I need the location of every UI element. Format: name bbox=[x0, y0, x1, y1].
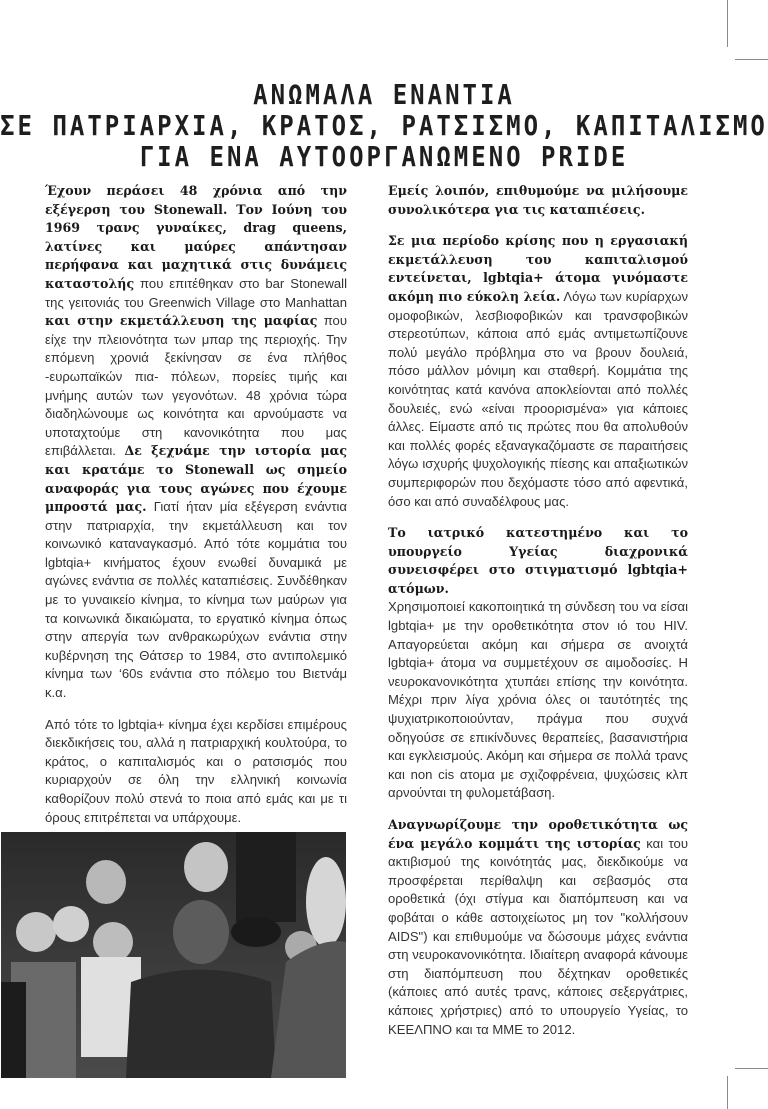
body-text: που είχε την πλειονότητα των μπαρ της περιοχής. Την επόμενη χρονιά ξεκίνησαν σε ένα πλήθος -ευρωπαϊκών πια- πόλεων, πορείες τιμής και μνήμης αυτών των γεγονότων. 48 χρόνια τώρα διαδηλώνουμε ως κοινότητα και αρνούμαστε να υποταχτούμε στη κανονικότητα που μας επιβάλλεται. bbox=[45, 313, 347, 459]
bold-text: Έχουν περάσει 48 χρόνια από την εξέγερση του Stonewall. Τον Ιούνη του 1969 τρανς γυναίκες, drag queens, λατίνες και μαύρες απάντησαν περήφανα και μαχητικά στις δυνάμεις καταστολής bbox=[45, 183, 347, 291]
bold-text: Το ιατρικό κατεστημένο και το υπουργείο Υγείας διαχρονικά συνεισφέρει στο στιγματισμό lgbtqia+ ατόμων. bbox=[388, 525, 688, 596]
photo-illustration bbox=[1, 832, 346, 1078]
crop-mark-top-horizontal bbox=[735, 59, 768, 60]
right-paragraph-3 bbox=[388, 524, 688, 803]
title-line-1: ΑΝΩΜΑΛΑ ΕΝΑΝΤΙΑ bbox=[253, 78, 515, 112]
body-text: που επιτέθηκαν στο bar Stonewall της γειτονιάς του Greenwich Village στο Manhattan bbox=[45, 275, 347, 310]
right-column bbox=[388, 182, 688, 1052]
bold-text: Εμείς λοιπόν, επιθυμούμε να μιλήσουμε συνολικότερα για τις καταπιέσεις. bbox=[388, 183, 688, 217]
left-paragraph-1 bbox=[45, 182, 347, 703]
body-text: Από τότε το lgbtqia+ κίνημα έχει κερδίσει επιμέρους διεκδικήσεις του, αλλά η πατριαρχική κουλτούρα, το κράτος, ο καπιταλισμός και ο ρατσισμός που κυριαρχούν σε όλη την ελληνική κοινωνία καθορίζουν πολύ στενά το ποια από εμάς και με τι όρους επιτρέπεται να υπάρχουμε. bbox=[45, 716, 347, 825]
title-line-2: ΣΕ ΠΑΤΡΙΑΡΧΙΑ, ΚΡΑΤΟΣ, ΡΑΤΣΙΣΜΟ, ΚΑΠΙΤΑΛΙΣΜΟ bbox=[0, 109, 768, 143]
body-text: και του ακτιβισμού της κοινότητάς μας, διεκδικούμε να προσφέρεται περίθαλψη και σεβασμός στα οροθετικά (όχι στίγμα και διαπόμπευση και να φοβάται ο κάθε αστοιχείωτος μη τον "κολλήσουν AIDS") και επιθυμούμε να δώσουμε μάχες ενάντια στη νευροκανονικότητα. Ιδιαίτερη αναφορά κάνουμε στη διαπόμπευση που δέχτηκαν οροθετικές (κάποιες από αυτές τρανς, κάποιες σεξεργάτριες, κάποιες χρήστριες) από το υπουργείο Υγείας, το ΚΕΕΛΠΝΟ και τα ΜΜΕ το 2012. bbox=[388, 835, 688, 1037]
title-line-3: ΓΙΑ ΕΝΑ ΑΥΤΟΟΡΓΑΝΩΜΕΝΟ PRIDE bbox=[139, 140, 629, 174]
right-paragraph-1 bbox=[388, 182, 688, 219]
crop-mark-bottom-vertical bbox=[727, 1076, 728, 1109]
crop-mark-top-vertical bbox=[727, 0, 728, 47]
body-text: Χρησιμοποιεί κακοποιητικά τη σύνδεση του να είσαι lgbtqia+ με την οροθετικότητα στον ιό του HIV. Απαγορεύεται ακόμη και σήμερα σε ανοιχτά lgbtqia+ άτομα να συμμετέχουν σε αιμοδοσίες. Η νευροκανονικότητα χτυπάει επίσης την κοινότητα. Μέχρι πριν λίγα χρόνια όλες οι ταυτότητές της ψυχιατρικοποιούνταν, πράγμα που συχνά οδηγούσε σε επικίνδυνες θεραπείες, βασανιστήρια και εγκλεισμούς. Ακόμη και σήμερα σε πολλά τρανς και non cis ατομα με σχιζοφρένεια, ψυχώσεις κλπ αρνούνται τη φυλομετάβαση. bbox=[388, 599, 688, 801]
right-paragraph-4 bbox=[388, 816, 688, 1039]
crop-mark-bottom-horizontal bbox=[735, 1068, 768, 1069]
stonewall-photo bbox=[1, 832, 346, 1078]
body-text: Γιατί ήταν μία εξέγερση ενάντια στην πατριαρχία, την εκμετάλλευση και τον κοινωνικό καταναγκασμό. Από τότε κομμάτια του lgbtqia+ κινήματος έχουν ενωθεί δυναμικά με αγώνες ενάντια σε πολλές καταπιέσεις. Συνδέθηκαν με το γυναικείο κίνημα, το κίνημα των μαύρων για τα κοινωνικά δικαιώματα, το εργατικό κίνημα όπως στην απεργία των ανθρακωρύχων ενάντια στην κυβέρνηση της Θάτσερ το 1984, στο αντιπολεμικό κίνημα των ‘60s ενάντια στο πόλεμο του Βιετνάμ κ.α. bbox=[45, 499, 347, 701]
left-column bbox=[45, 182, 347, 840]
right-paragraph-2 bbox=[388, 232, 688, 511]
bold-text: και στην εκμετάλλευση της μαφίας bbox=[45, 313, 318, 329]
bold-text: Σε μια περίοδο κρίσης που η εργασιακή εκμετάλλευση του καπιταλισμού εντείνεται, lgbtqia+ άτομα γινόμαστε ακόμη πιο εύκολη λεία. bbox=[388, 233, 688, 304]
body-text: Λόγω των κυρίαρχων ομοφοβικών, λεσβιοφοβικών και τρανσφοβικών στερεοτύπων, κάποια από εμάς αντιμετωπίζουνε πολύ μεγάλο πρόβλημα στο να βρουν δουλειά, πόσο μάλλον μόνιμη και σταθερή. Κομμάτια της κοινότητας κατά κανόνα αποκλείονται από πολλές δουλειές, ενώ «είναι προορισμένα» για κάποιες άλλες. Είμαστε από τις πρώτες που θα απολυθούν και πολλές φορές εξαναγκαζόμαστε σε παραιτήσεις λόγω ισχυρής ψυχολογικής πίεσης και απαξιωτικών συμπεριφορών που δεχόμαστε τόσο από αφεντικά, όσο και από συναδέλφους μας. bbox=[388, 288, 688, 509]
bold-text: Δε ξεχνάμε την ιστορία μας και κρατάμε το Stonewall ως σημείο αναφοράς για τους αγώνες που έχουμε μπροστά μας. bbox=[45, 443, 347, 515]
left-paragraph-2 bbox=[45, 716, 347, 828]
page-title bbox=[0, 80, 768, 173]
bold-text: Αναγνωρίζουμε την οροθετικότητα ως ένα μεγάλο κομμάτι της ιστορίας bbox=[388, 817, 688, 851]
